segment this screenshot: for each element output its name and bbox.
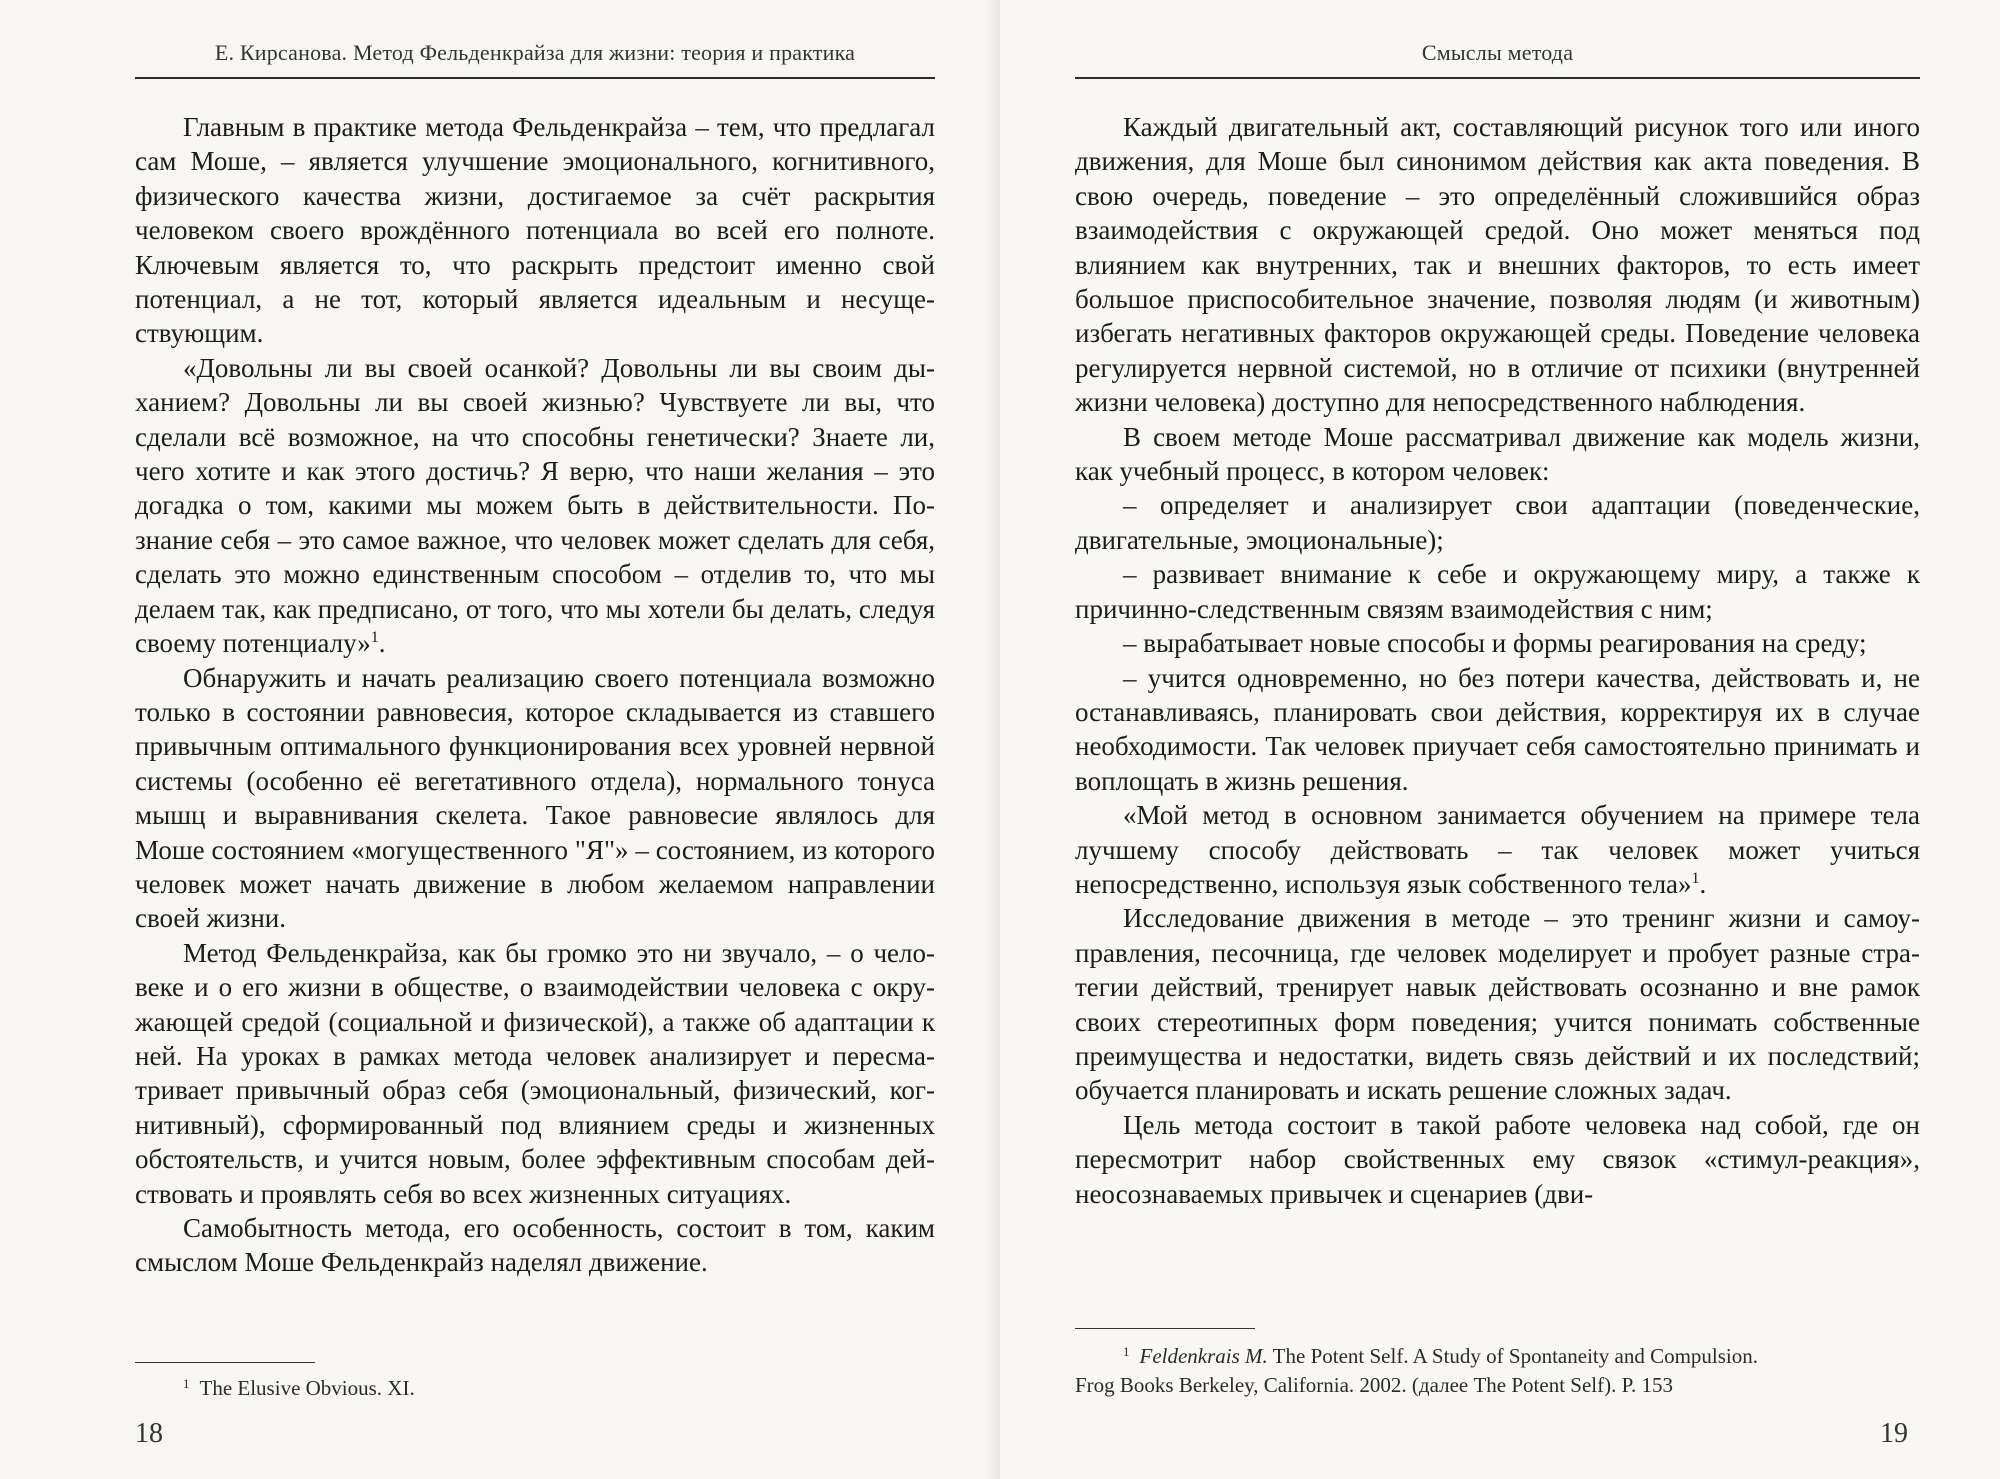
quote-text: «Довольны ли вы своей осанкой? Довольны ли вы своим дыханием? Довольны ли вы своей жизнью? Чувствуете ли вы, что сделали всё возможное, на что способны генетически? Знаете ли, чего хотите и как этого достичь? Я верю, что наши желания – это догадка о том, какими мы можем быть в действительности. Познание себя – это самое важное, что человек может сделать для себя, сделать это можно единственным способом – отделив то, что мы делаем так, как предписано, от того, что мы хотели бы делать, следуя своему потенциалу» [135,352,935,659]
body-text-right [1075,110,1920,1211]
footnote-rule-right [1075,1328,1255,1329]
paragraph: Цель метода состоит в такой работе человека над собой, где он пересмотрит набор свойственных ему связок «стимул-реакция», неосознаваемых привычек и сценариев (дви- [1075,1109,1920,1209]
list-item: – развивает внимание к себе и окружающему миру, а также к причинно-следственным связям взаимодействия с ним; [1075,559,1920,624]
footnote-line: Frog Books Berkeley, California. 2002. (далее The Potent Self). P. 153 [1075,1373,1673,1397]
right-page [1000,0,2000,1479]
list-item: – вырабатывает новые способы и формы реагирования на среду; [1123,628,1867,659]
paragraph-quote: «Мой метод в основном занимается обучением на примере тела лучшему способу действовать – так человек может учиться непосредственно, используя язык собственного тела»$^1$. [1075,800,1920,899]
footnote-mark: 1 [1123,1344,1130,1359]
footnote-title: The Potent Self. A Study of Spontaneity and Compulsion. [1272,1344,1758,1368]
paragraph: Метод Фельденкрайза, как бы громко это ни звучало, – о человеке и о его жизни в обществе, о взаимодействии человека с окружающей средой (социальной и физической), а также об адаптации к ней. На уроках в рамках метода человек анализирует и пересматривает привычный образ себя (эмоциональный, физический, когнитивный), сформированный под влиянием среды и жизненных обстоятельств, и учится новым, более эффективным способам действовать и проявлять себя во всех жизненных ситуациях. [135,937,935,1209]
paragraph: Обнаружить и начать реализацию своего потенциала возможно только в состоянии равновесия, которое складывается из ставшего привычным оптимального функционирования всех уровней нервной системы (особенно её вегетативного отдела), нормального тонуса мышц и выравнивания скелета. Такое равновесие являлось для Моше состоянием «могущественного "Я"» – состоянием, из которого человек может начать движение в любом желаемом направлении своей жизни. [135,662,935,934]
footnote-author: Feldenkrais M. [1139,1344,1268,1368]
paragraph: Исследование движения в методе – это тренинг жизни и самоуправления, песочница, где человек моделирует и пробует разные стратегии действий, тренирует навык действовать осознанно и вне рамок своих стереотипных форм поведения; учится понимать собственные преимущества и недостатки, видеть связь действий и их последствий; обучается планировать и искать решение сложных задач. [1075,903,1920,1106]
footnote-line [1075,1337,1920,1371]
list-item: – определяет и анализирует свои адаптации (поведенческие, двигательные, эмоциональные); [1075,490,1920,555]
running-head-left: Е. Кирсанова. Метод Фельденкрайза для жизни: теория и практика [214,40,856,65]
header-rule-right [1075,77,1920,79]
page-number-left: 18 [135,1418,163,1449]
footnote-ref: 1 [370,629,379,647]
footnote-right [1075,1337,1920,1400]
paragraph: Каждый двигательный акт, составляющий рисунок того или иного движения, для Моше был синонимом действия как акта поведения. В свою очередь, поведение – это определённый сложившийся образ взаимодействия с окружающей средой. Оно может меняться под влиянием как внутренних, так и внешних факторов, то есть имеет большое приспособительное значение, позволяя людям (и животным) избегать негативных факторов окружающей среды. Поведение человека регулируется нервной системой, но в отличие от психики (внутренней жизни человека) доступно для непосредственного наблюдения. [1075,112,1920,418]
quote-text: «Мой метод в основном занимается обучением на примере тела лучшему способу действовать – так человек может учиться непосредственно, используя язык собственного тела» [1075,800,1920,899]
footnote-left [135,1369,935,1403]
body-text-left [135,110,935,1280]
paragraph: Самобытность метода, его особенность, состоит в том, каким смыслом Моше Фельденкрайз наделял движение. [135,1213,935,1278]
paragraph: В своем методе Моше рассматривал движение как модель жизни, как учебный процесс, в котором человек: [1075,421,1920,487]
page-number-right: 19 [1880,1418,1908,1449]
footnote-mark: 1 [183,1376,190,1391]
paragraph-quote: «Довольны ли вы своей осанкой? Довольны ли вы своим дыханием? Довольны ли вы своей жизнью? Чувствуете ли вы, что сделали всё возможное, на что способны генетически? Знаете ли, чего хотите и как этого достичь? Я верю, что наши желания – это догадка о том, какими мы можем быть в действительности. Познание себя – это самое важное, что человек может сделать для себя, сделать это можно единственным способом – отделив то, что мы делаем так, как предписано, от того, что мы хотели бы делать, следуя своему потенциалу»$^1$. [135,352,935,659]
footnote-rule-left [135,1362,315,1363]
footnote-ref: 1 [1691,869,1700,887]
footnote-text: The Elusive Obvious. XI. [199,1376,415,1400]
list-item: – учится одновременно, но без потери качества, действовать и, не останавливаясь, планировать свои действия, корректируя их в случае необходимости. Так человек приучает себя самостоятельно принимать и воплощать в жизнь решения. [1075,662,1920,796]
footnote-line [135,1369,935,1403]
paragraph: Главным в практике метода Фельденкрайза – тем, что предлагал сам Моше, – является улучшение эмоционального, когнитивного, физического качества жизни, достигаемое за счёт раскрытия человеком своего врождённого потенциала во всей его полноте. Ключевым является то, что раскрыть предстоит именно свой потенциал, а не тот, который является идеальным и несуществующим. [135,112,935,349]
running-head-right: Смыслы метода [1421,40,1574,65]
header-rule-left [135,77,935,79]
